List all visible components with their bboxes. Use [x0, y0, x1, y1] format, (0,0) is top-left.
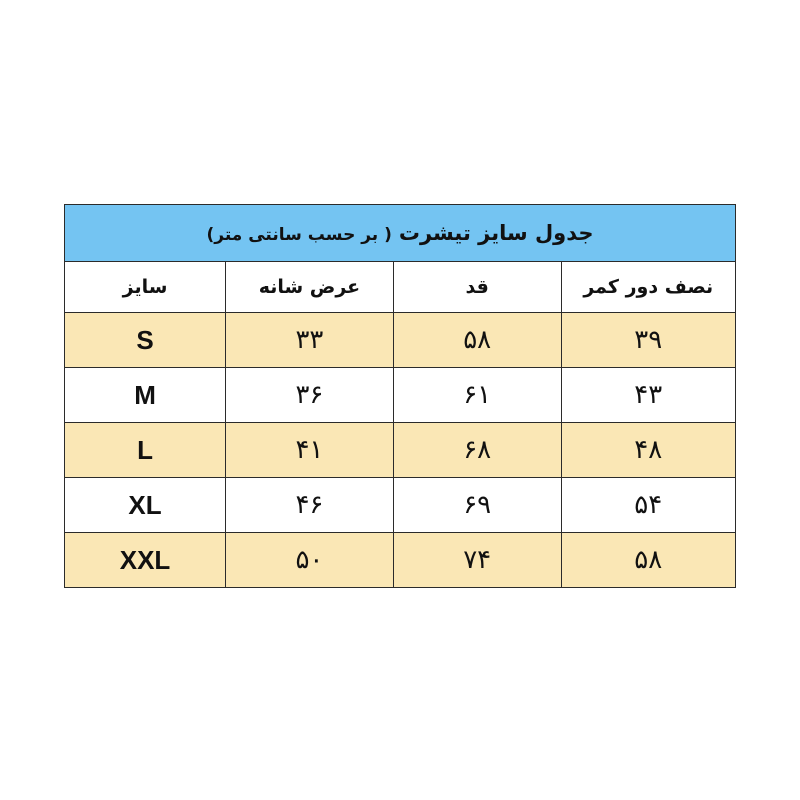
column-header-shoulder: عرض شانه: [226, 262, 394, 313]
cell-length: ۶۹: [393, 478, 561, 533]
cell-size: S: [65, 313, 226, 368]
column-header-size: سایز: [65, 262, 226, 313]
cell-shoulder: ۳۶: [226, 368, 394, 423]
table-row: [65, 313, 736, 368]
cell-waist: ۵۴: [561, 478, 735, 533]
table-title-main: جدول سایز تیشرت: [398, 221, 594, 245]
table-row: [65, 368, 736, 423]
cell-size: XXL: [65, 533, 226, 588]
cell-waist: ۵۸: [561, 533, 735, 588]
cell-shoulder: ۴۱: [226, 423, 394, 478]
cell-size: M: [65, 368, 226, 423]
cell-shoulder: ۵۰: [226, 533, 394, 588]
cell-waist: ۴۳: [561, 368, 735, 423]
cell-length: ۶۱: [393, 368, 561, 423]
table-header-row: [65, 262, 736, 313]
column-header-waist: نصف دور کمر: [561, 262, 735, 313]
cell-length: ۶۸: [393, 423, 561, 478]
table-title-sub: ( بر حسب سانتی متر): [206, 225, 392, 245]
table-title-row: [65, 205, 736, 262]
table-row: [65, 423, 736, 478]
cell-size: L: [65, 423, 226, 478]
cell-length: ۵۸: [393, 313, 561, 368]
table-row: [65, 533, 736, 588]
cell-size: XL: [65, 478, 226, 533]
table-title-cell: [65, 205, 736, 262]
column-header-length: قد: [393, 262, 561, 313]
cell-shoulder: ۳۳: [226, 313, 394, 368]
size-chart-container: [64, 204, 736, 588]
table-row: [65, 478, 736, 533]
cell-waist: ۳۹: [561, 313, 735, 368]
cell-length: ۷۴: [393, 533, 561, 588]
size-table: [64, 204, 736, 588]
cell-waist: ۴۸: [561, 423, 735, 478]
cell-shoulder: ۴۶: [226, 478, 394, 533]
